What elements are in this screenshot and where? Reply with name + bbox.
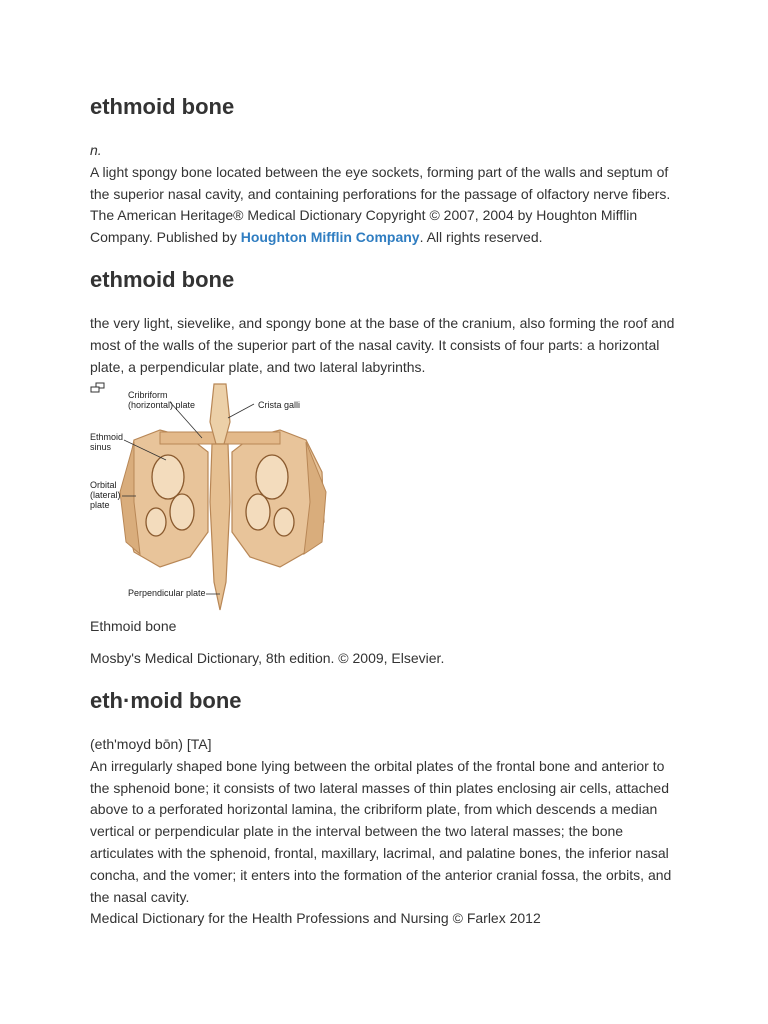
label-plate: plate: [90, 500, 110, 511]
definition: A light spongy bone located between the eye sockets, forming part of the walls and septum of the superior nasal cavity, and containing perforations for the passage of olfactory nerve fibers.: [90, 163, 671, 202]
part-of-speech: n.: [90, 142, 102, 158]
copyright-prefix: The American Heritage® Medical Dictionary Copyright © 2007, 2004 by Houghton Mifflin Company. Published by: [90, 207, 638, 246]
label-ethmoid: Ethmoid: [90, 432, 124, 443]
publisher-link[interactable]: Houghton Mifflin Company: [240, 229, 420, 246]
label-lateral: (lateral): [90, 490, 121, 501]
pronunciation: (eth'moyd bōn) [TA]: [90, 735, 212, 752]
entry-mosby: [90, 263, 680, 670]
entry-title: ethmoid bone: [90, 94, 235, 119]
figure-caption: Ethmoid bone: [90, 618, 177, 635]
expand-icon[interactable]: [90, 382, 106, 394]
copyright-line: [90, 205, 680, 249]
entry-farlex: [90, 684, 680, 930]
label-orbital: Orbital: [90, 480, 117, 491]
copyright-suffix: . All rights reserved.: [419, 229, 543, 246]
label-sinus: sinus: [90, 442, 112, 453]
content: [90, 90, 680, 930]
source-line: Mosby's Medical Dictionary, 8th edition. © 2009, Elsevier.: [90, 650, 445, 667]
entry-title: eth·moid bone: [90, 687, 242, 713]
definition: An irregularly shaped bone lying between the orbital plates of the frontal bone and anterior to the sphenoid bone; it consists of two lateral masses of thin plates enclosing air cells, attached above to a perforated horizontal lamina, the cribriform plate, from which descends a median vertical or perpendicular plate in the interval between the two lateral masses; the bone articulates with the sphenoid, frontal, maxillary, lacrimal, and palatine bones, the inferior nasal concha, and the vomer; it enters into the formation of the anterior cranial fossa, the orbits, and the nasal cavity.: [90, 757, 672, 905]
entry-american-heritage: [90, 90, 680, 249]
source-line: Medical Dictionary for the Health Professions and Nursing © Farlex 2012: [90, 910, 541, 927]
label-crista-galli: Crista galli: [258, 400, 301, 411]
label-cribriform-plate: (horizontal) plate: [128, 400, 196, 411]
label-perpendicular-plate: Perpendicular plate: [128, 588, 206, 599]
definition: the very light, sievelike, and spongy bone at the base of the cranium, also forming the roof and most of the walls of the superior part of the nasal cavity. It consists of four parts: a horizontal plate, a perpendicular plate, and two lateral labyrinths.: [90, 314, 675, 375]
ethmoid-bone-illustration: [90, 382, 350, 614]
label-cribriform: Cribriform: [128, 390, 168, 401]
entry-title: ethmoid bone: [90, 266, 235, 292]
ethmoid-bone-drawing: [90, 382, 350, 614]
